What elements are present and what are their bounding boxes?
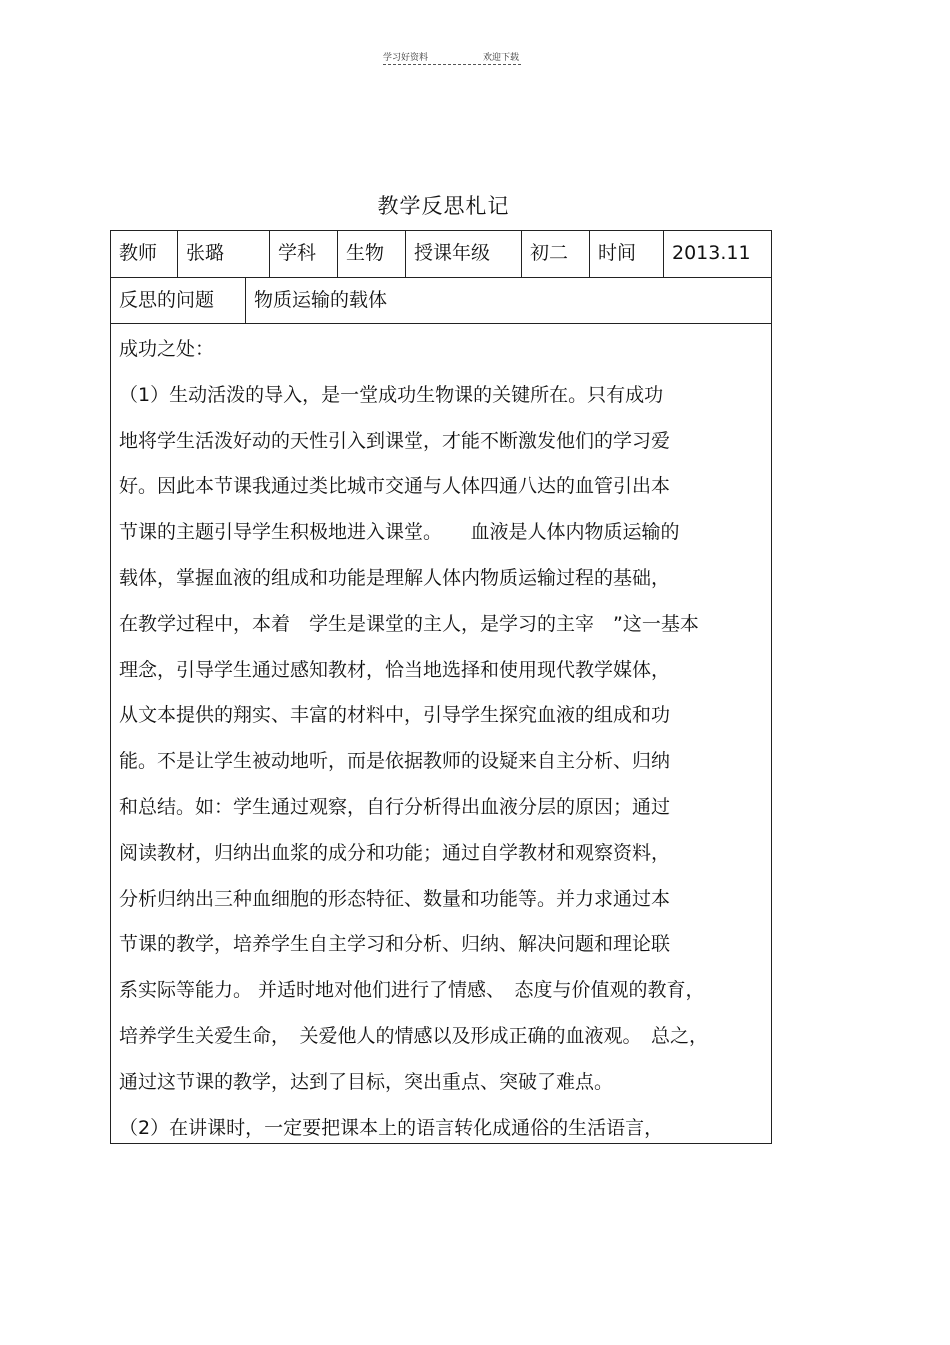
reflection-text [119,332,767,1156]
body-line: 从文本提供的翔实、丰富的材料中，引导学生探究血液的组成和功 [119,704,671,727]
topic-label: 反思的问题 [111,278,246,323]
body-line: 系实际等能力。 并适时地对他们进行了情感、 态度与价值观的教育， [119,979,705,1002]
grade-value: 初二 [522,231,590,277]
body-line: 和总结。如：学生通过观察，自行分析得出血液分层的原因；通过 [119,795,671,818]
body-line: 节课的主题引导学生积极地进入课堂。 血液是人体内物质运输的 [119,521,680,544]
body-line: （2）在讲课时，一定要把课本上的语言转化成通俗的生活语言， [119,1116,664,1139]
time-value: 2013.11 [672,242,751,264]
grade-label: 授课年级 [406,231,522,277]
body-line: 地将学生活泼好动的天性引入到课堂，才能不断激发他们的学习爱 [119,429,671,452]
body-line: 通过这节课的教学，达到了目标，突出重点、突破了难点。 [119,1070,614,1093]
header-left-text: 学习好资料 [383,53,429,63]
body-line: 在教学过程中，本着 学生是课堂的主人，是学习的主宰 ”这一基本 [119,612,699,635]
body-line: 载体，掌握血液的组成和功能是理解人体内物质运输过程的基础， [119,566,671,589]
body-line: 理念，引导学生通过感知教材，恰当地选择和使用现代教学媒体， [119,658,671,681]
body-line: 分析归纳出三种血细胞的形态特征、数量和功能等。并力求通过本 [119,887,671,910]
body-line: 培养学生关爱生命， 关爱他人的情感以及形成正确的血液观。 总之， [119,1024,709,1047]
subject-value: 生物 [338,231,406,277]
body-line: 节课的教学，培养学生自主学习和分析、归纳、解决问题和理论联 [119,933,671,956]
body-line: 阅读教材，归纳出血浆的成分和功能；通过自学教材和观察资料， [119,841,671,864]
teacher-label: 教师 [111,231,178,277]
body-line: 好。因此本节课我通过类比城市交通与人体四通八达的血管引出本 [119,475,671,498]
subject-label: 学科 [270,231,338,277]
body-line: 能。不是让学生被动地听，而是依据教师的设疑来自主分析、归纳 [119,750,671,773]
topic-row [111,278,771,324]
header-right-text: 欢迎下载 [482,53,519,63]
page-header [383,50,521,66]
reflection-table [110,230,772,1144]
body-heading: 成功之处： [119,338,215,360]
info-row [111,231,771,278]
time-label: 时间 [590,231,664,277]
body-line: （1）生动活泼的导入，是一堂成功生物课的关键所在。只有成功 [119,383,664,406]
reflection-body [111,324,771,1143]
document-title: 教学反思札记 [377,194,510,218]
teacher-value: 张璐 [178,231,270,277]
topic-value: 物质运输的载体 [254,289,388,311]
header-dashed-rule [383,64,521,65]
